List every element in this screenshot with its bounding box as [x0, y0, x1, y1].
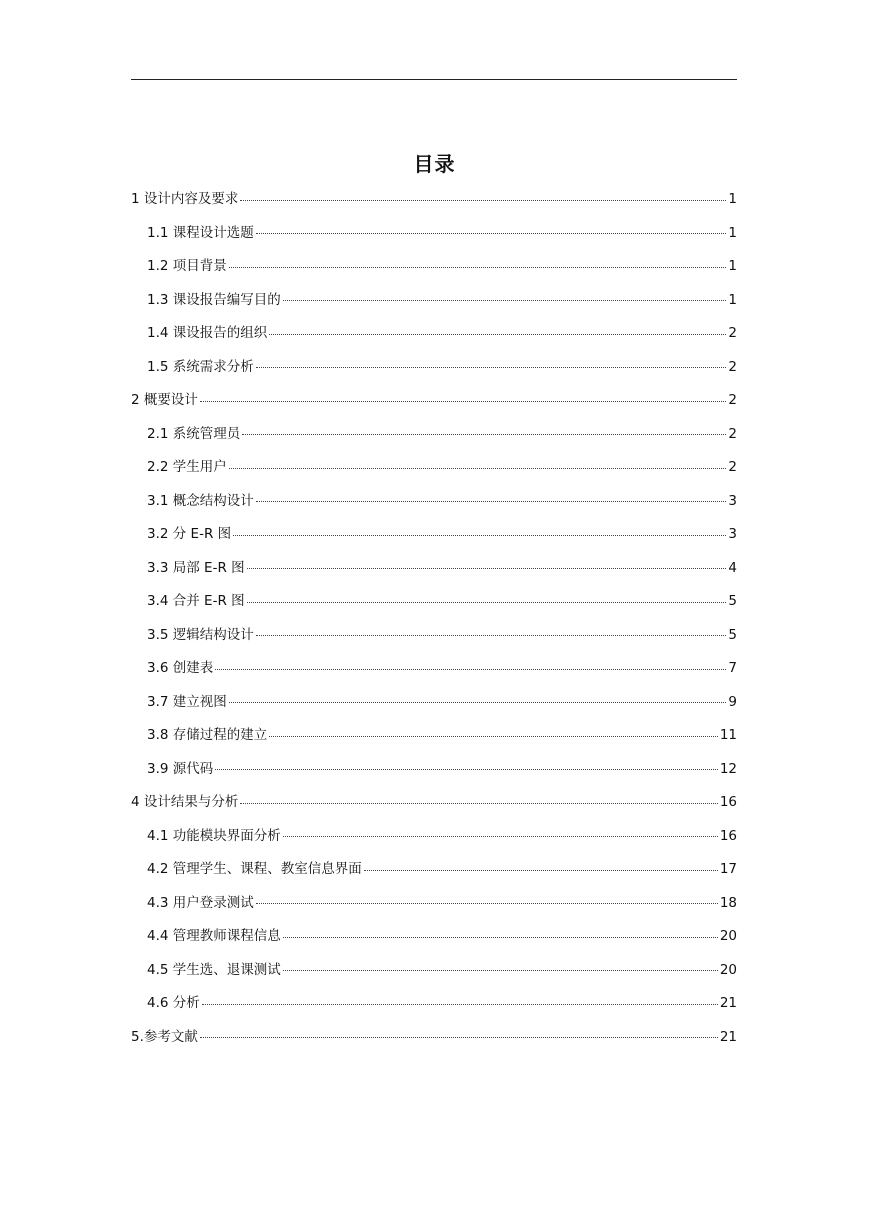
toc-dot-leader — [283, 969, 718, 971]
toc-entry-page-number: 21 — [719, 1028, 737, 1045]
toc-dot-leader — [256, 902, 718, 904]
header-rule — [131, 79, 737, 80]
toc-dot-leader — [200, 400, 727, 402]
toc-entry-page-number: 5 — [728, 593, 737, 609]
toc-dot-leader — [283, 936, 718, 938]
toc-dot-leader — [256, 500, 727, 502]
toc-entry[interactable] — [131, 387, 737, 421]
toc-entry[interactable] — [131, 722, 737, 756]
toc-entry-page-number: 1 — [728, 258, 737, 274]
toc-entry-label: 4.1 功能模块界面分析 — [147, 827, 281, 844]
toc-entry-page-number: 3 — [728, 492, 737, 509]
toc-entry[interactable] — [131, 823, 737, 857]
toc-dot-leader — [283, 299, 727, 301]
toc-dot-leader — [229, 266, 727, 268]
toc-entry[interactable] — [131, 186, 737, 220]
toc-entry[interactable] — [131, 320, 737, 354]
toc-entry-page-number: 1 — [728, 291, 737, 308]
toc-dot-leader — [215, 668, 726, 670]
toc-entry-label: 3.8 存储过程的建立 — [147, 727, 268, 743]
toc-dot-leader — [269, 333, 726, 335]
toc-entry-page-number: 2 — [728, 425, 737, 442]
toc-dot-leader — [256, 366, 727, 368]
toc-dot-leader — [256, 634, 727, 636]
toc-entry[interactable] — [131, 789, 737, 823]
toc-entry-label: 3.1 概念结构设计 — [147, 492, 254, 509]
toc-entry[interactable] — [131, 421, 737, 455]
toc-entry[interactable] — [131, 220, 737, 254]
toc-dot-leader — [240, 199, 726, 201]
toc-entry-label: 3.4 合并 E-R 图 — [147, 593, 245, 609]
toc-entry[interactable] — [131, 555, 737, 589]
toc-dot-leader — [215, 768, 718, 770]
toc-dot-leader — [233, 534, 726, 536]
toc-entry-label: 1.2 项目背景 — [147, 258, 227, 274]
toc-entry[interactable] — [131, 521, 737, 555]
toc-entry-page-number: 12 — [719, 760, 737, 777]
toc-dot-leader — [283, 835, 718, 837]
toc-dot-leader — [202, 1003, 718, 1005]
toc-entry-label: 3.3 局部 E-R 图 — [147, 559, 245, 576]
toc-entry-label: 4.5 学生选、退课测试 — [147, 961, 281, 978]
toc-dot-leader — [256, 232, 727, 234]
toc-entry[interactable] — [131, 488, 737, 522]
toc-entry[interactable] — [131, 287, 737, 321]
toc-entry-page-number: 3 — [728, 526, 737, 542]
toc-entry-page-number: 11 — [719, 727, 737, 743]
toc-entry[interactable] — [131, 354, 737, 388]
toc-dot-leader — [229, 467, 727, 469]
toc-entry-page-number: 17 — [719, 861, 737, 877]
toc-entry-label: 3.9 源代码 — [147, 760, 214, 777]
toc-entry-label: 2.1 系统管理员 — [147, 425, 241, 442]
toc-entry[interactable] — [131, 622, 737, 656]
toc-dot-leader — [247, 601, 727, 603]
toc-entry-page-number: 5 — [728, 626, 737, 643]
toc-title: 目录 — [413, 152, 456, 176]
toc-entry-label: 1 设计内容及要求 — [131, 191, 239, 207]
toc-entry-label: 4.2 管理学生、课程、教室信息界面 — [147, 861, 362, 877]
toc-entry-label: 2 概要设计 — [131, 392, 198, 408]
toc-entry-label: 5.参考文献 — [131, 1028, 198, 1045]
toc-entry-label: 3.7 建立视图 — [147, 693, 227, 710]
toc-dot-leader — [242, 433, 726, 435]
toc-dot-leader — [229, 701, 727, 703]
toc-entry-page-number: 1 — [728, 191, 737, 207]
toc-entry-label: 3.6 创建表 — [147, 660, 214, 676]
toc-entry-label: 1.4 课设报告的组织 — [147, 325, 268, 341]
toc-entry-label: 1.3 课设报告编写目的 — [147, 291, 281, 308]
toc-entry-label: 4.4 管理教师课程信息 — [147, 928, 281, 944]
toc-entry-page-number: 7 — [728, 660, 737, 676]
toc-entry-label: 4.3 用户登录测试 — [147, 894, 254, 911]
toc-entry[interactable] — [131, 957, 737, 991]
toc-entry[interactable] — [131, 856, 737, 890]
toc-entry-page-number: 20 — [719, 928, 737, 944]
toc-entry-page-number: 2 — [728, 358, 737, 375]
toc-entry-label: 3.5 逻辑结构设计 — [147, 626, 254, 643]
toc-entry-page-number: 21 — [719, 995, 737, 1011]
toc-entry[interactable] — [131, 655, 737, 689]
toc-entry-page-number: 1 — [728, 224, 737, 241]
toc-entry-page-number: 2 — [728, 325, 737, 341]
toc-entry-page-number: 9 — [728, 693, 737, 710]
toc-entry-page-number: 18 — [719, 894, 737, 911]
toc-entry-page-number: 4 — [728, 559, 737, 576]
toc-entry[interactable] — [131, 756, 737, 790]
toc-entry[interactable] — [131, 454, 737, 488]
toc-entry-page-number: 20 — [719, 961, 737, 978]
toc-entry[interactable] — [131, 890, 737, 924]
toc-entry-page-number: 2 — [728, 392, 737, 408]
toc-entry-page-number: 2 — [728, 459, 737, 475]
toc-dot-leader — [240, 802, 717, 804]
toc-dot-leader — [247, 567, 727, 569]
toc-entry[interactable] — [131, 990, 737, 1024]
toc-entry[interactable] — [131, 588, 737, 622]
toc-dot-leader — [364, 869, 718, 871]
toc-entry-label: 4.6 分析 — [147, 995, 200, 1011]
toc-dot-leader — [269, 735, 718, 737]
toc-entry-label: 1.5 系统需求分析 — [147, 358, 254, 375]
toc-entry[interactable] — [131, 253, 737, 287]
toc-dot-leader — [200, 1036, 718, 1038]
table-of-contents — [131, 186, 737, 1057]
toc-entry[interactable] — [131, 689, 737, 723]
toc-entry-label: 3.2 分 E-R 图 — [147, 526, 232, 542]
toc-entry-label: 4 设计结果与分析 — [131, 794, 239, 810]
toc-entry-label: 1.1 课程设计选题 — [147, 224, 254, 241]
toc-entry-page-number: 16 — [719, 827, 737, 844]
toc-entry-label: 2.2 学生用户 — [147, 459, 227, 475]
toc-entry[interactable] — [131, 1024, 737, 1058]
toc-entry-page-number: 16 — [719, 794, 737, 810]
toc-entry[interactable] — [131, 923, 737, 957]
